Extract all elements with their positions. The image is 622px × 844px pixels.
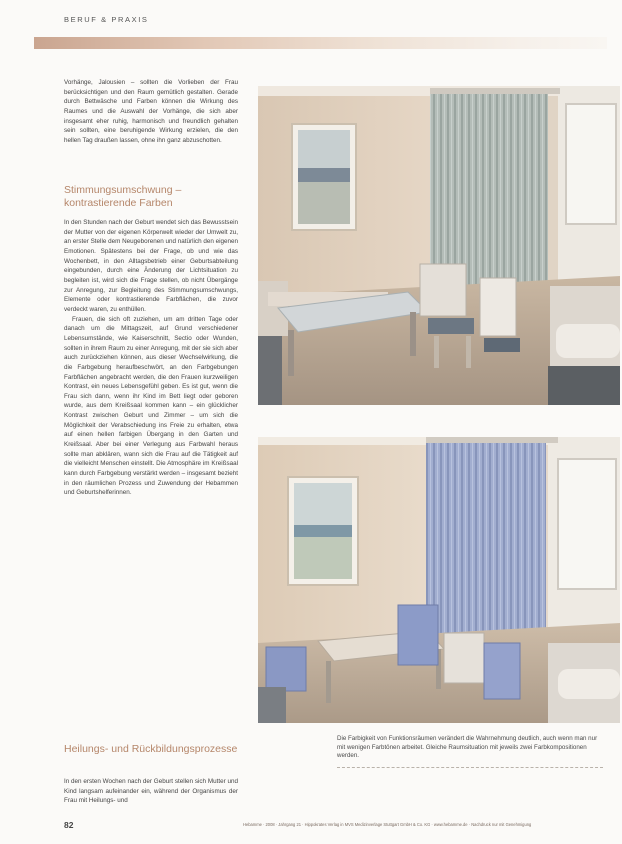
paragraph: In den Stunden nach der Geburt wendet sich das Bewusstsein der Mutter von der eigenen Körperwelt wieder der Umwelt zu, an erster Stelle dem Neugeborenen und natürlich den eigenen Emotionen. Spätestens bei der Frage, ob und wie das Wochenbett, in den Alltagsbetrieb einer Geburtsabteilung eingebunden, durch eine Änderung der Lichtsituation zu begleiten ist, wird sich die Frage stellen, ob nicht Übergänge zur Anregung, zur Begleitung des Stimmungsumschwungs, Elemente oder kontrastierende Farbflächen, die zuvor verdeckt waren, zu enthüllen. xyxy=(64,219,238,313)
header-color-band xyxy=(34,37,607,49)
page-number: 82 xyxy=(64,820,74,830)
paragraph: Frauen, die sich oft zuziehen, um am dritten Tage oder danach um die Mittagszeit, auf Grund verschiedener Lebensumstände, wie Kaiserschnitt, Sectio oder Wunden, sollten in ihrem Raum zu einer Anregung, mit der sie sich aber auch zurückziehen können, aus dieser Wechselwirkung, die die Farbgebung heraufbeschwört, an den Farbgebungen Farbflächen angebracht werden, die den Frauen kurzweiligen Kontrast, ein neues Lebensgefühl geben. Es ist gut, wenn die Frau sich dann, wenn ihr Kind im Bett liegt oder geboren wurde, aus dem Kreißsaal kommen kann – ein glücklicher Kontrast zwischen Geburt und Zimmer – um sich die Möglichkeit der Verabschiedung ins Freie zu erhalten, etwa auf einen hellen farbigen Übergang in den Garten und Kreißsaal. Aber bei einer Verlegung aus Farbwahl heraus sollte man abklären, wann sich die Frau auf die Tätigkeit auf die vielleicht Menschen einstellt. Die Atmosphäre im Kreißsaal kann durch Farbgebung verstärkt werden – insgesamt bezieht in den räumlichen Prozess und Zuwendung der Hebammen und Geburtshelferinnen. xyxy=(64,315,238,497)
paragraph: Vorhänge, Jalousien – sollten die Vorlieben der Frau berücksichtigen und den Raum gemütlich gestalten. Gerade durch Bettwäsche und Farben können die Wirkung des Raumes und die Auswahl der Vorhänge, die sich aber insgesamt eher ruhig, harmonisch und freundlich gehalten sein sollten, eine beruhigende Wirkung erzielen, die den hellen Tag draußen lassen, ohne ihn ganz abzuschotten. xyxy=(64,79,238,144)
room-illustration-bottom xyxy=(258,437,620,723)
running-head: BERUF & PRAXIS xyxy=(64,15,149,24)
room-illustration-top xyxy=(258,86,620,405)
body-text-column-top xyxy=(64,78,238,146)
paragraph: In den ersten Wochen nach der Geburt stellen sich Mutter und Kind langsam aufeinander ein, während der Organismus der Frau mit Heilungs- und xyxy=(64,778,238,805)
section-heading-healing: Heilungs- und Rückbildungsprozesse xyxy=(64,743,238,755)
body-text-column-middle xyxy=(64,218,238,498)
body-text-column-bottom xyxy=(64,777,238,806)
section-heading-mood: Stimmungsumschwung – kontrastierende Farben xyxy=(64,184,182,209)
figure-caption: Die Farbigkeit von Funktionsräumen verändert die Wahrnehmung deutlich, auch wenn man nur mit wenigen Farbtönen arbeitet. Gleiche Raumsituation mit jeweils zwei Farbkompositionen werden. xyxy=(337,735,603,768)
room-photo-top xyxy=(258,86,620,405)
footer-source-line: Hebamme · 2008 · Jahrgang 21 · Hippokrates Verlag in MVS Medizinverlage Stuttgart GmbH & Co. KG · www.hebamme.de · Nachdruck nur mit Genehmigung xyxy=(243,822,532,827)
room-photo-bottom xyxy=(258,437,620,723)
